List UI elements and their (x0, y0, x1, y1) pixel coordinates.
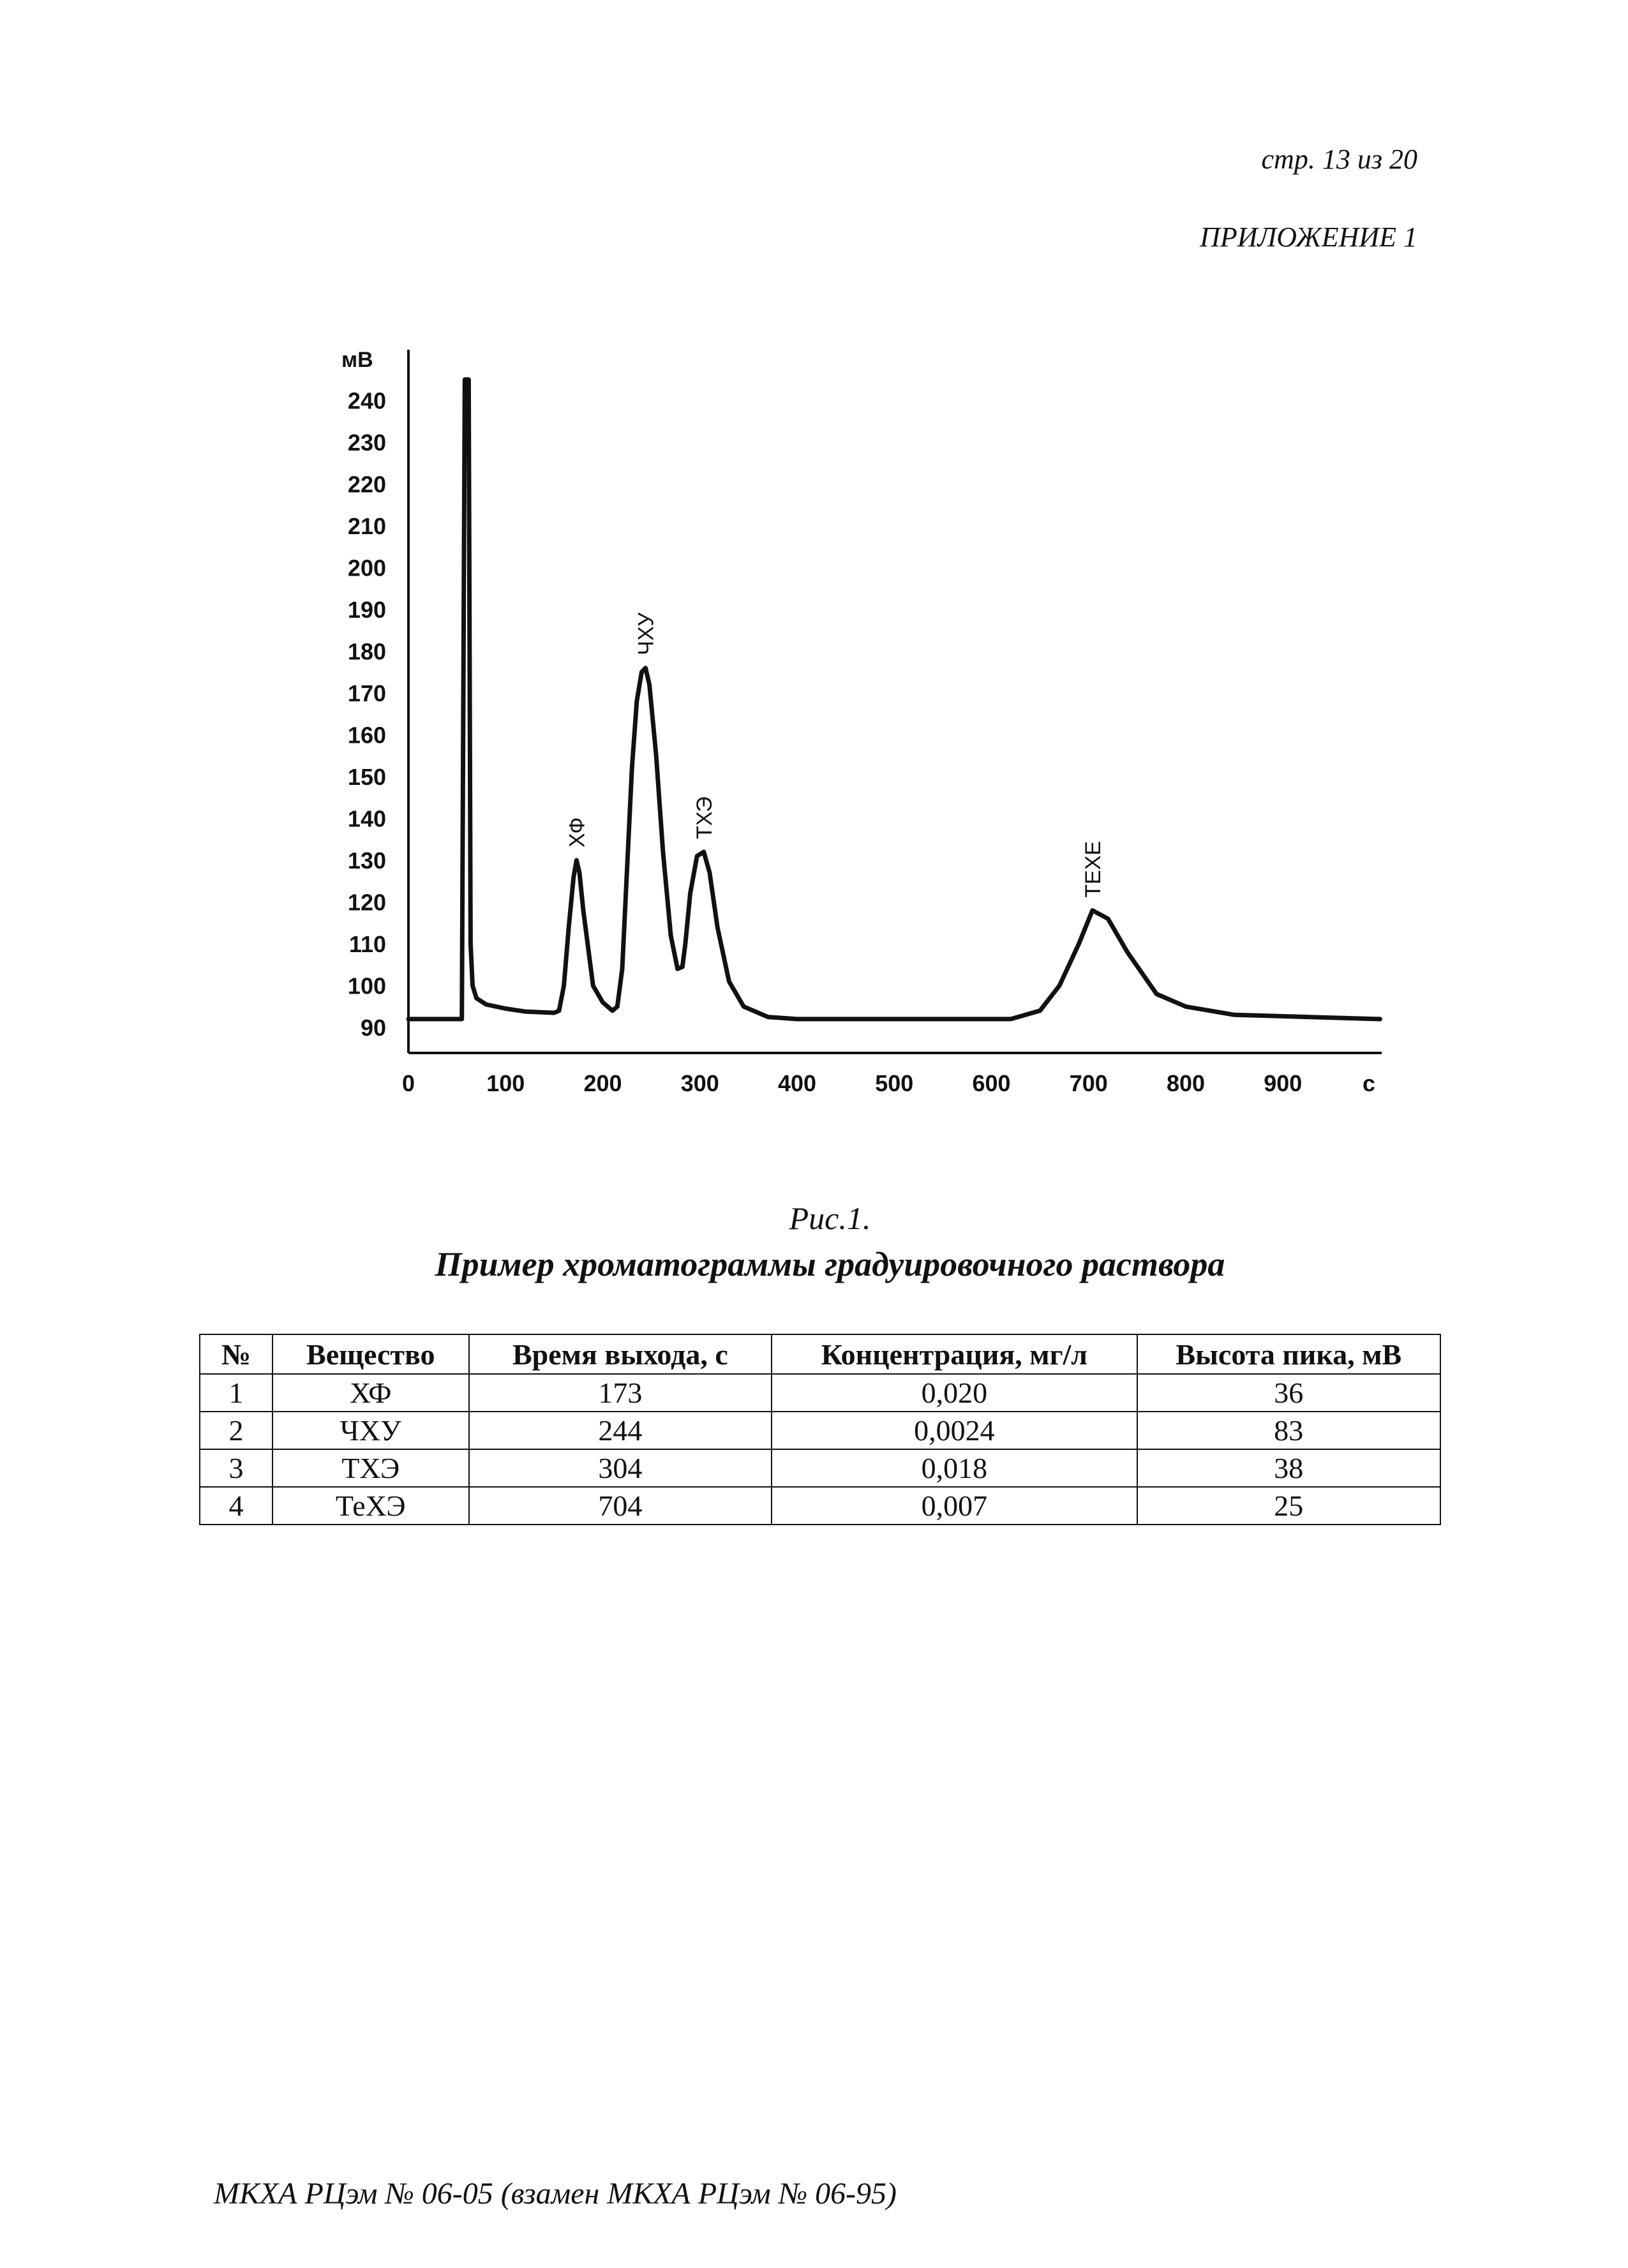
y-tick-label: 100 (347, 973, 386, 999)
header-retention-time: Время выхода, с (469, 1334, 772, 1374)
x-tick-label: 100 (486, 1070, 525, 1096)
cell-retention-time: 173 (469, 1374, 772, 1412)
peak-label: ТХЭ (692, 796, 717, 839)
cell-concentration: 0,020 (772, 1374, 1137, 1412)
y-tick-label: 160 (347, 722, 386, 749)
x-tick-label: 200 (583, 1070, 622, 1096)
peak-label: ЧХУ (634, 612, 659, 655)
cell-concentration: 0,018 (772, 1449, 1137, 1487)
y-tick-label: 240 (347, 387, 386, 414)
x-tick-label: 0 (401, 1070, 415, 1096)
figure-title: Пример хроматограммы градуировочного раствора (435, 1245, 1225, 1283)
y-tick-label: 140 (347, 805, 386, 832)
y-tick-label: 170 (347, 680, 386, 706)
chromatogram-line (408, 380, 1380, 1019)
y-tick-label: 90 (360, 1015, 386, 1041)
table-row (200, 1374, 1440, 1412)
cell-substance: ХФ (273, 1374, 469, 1412)
table-row (200, 1449, 1440, 1487)
y-tick-label: 230 (347, 429, 386, 456)
table-header-row (200, 1334, 1440, 1374)
cell-concentration: 0,007 (772, 1487, 1137, 1525)
peak-label: TEXE (1080, 840, 1105, 898)
y-tick-label: 130 (347, 847, 386, 874)
cell-substance: ТеХЭ (273, 1487, 469, 1525)
appendix-label: ПРИЛОЖЕНИЕ 1 (1200, 221, 1417, 253)
y-tick-label: 200 (347, 555, 386, 581)
y-axis-unit-label: мВ (341, 348, 373, 372)
cell-retention-time: 244 (469, 1412, 772, 1449)
x-axis-unit-label: с (1362, 1070, 1376, 1096)
cell-retention-time: 704 (469, 1487, 772, 1525)
y-tick-label: 180 (347, 638, 386, 665)
peak-label: ХФ (565, 817, 590, 847)
y-tick-label: 210 (347, 513, 386, 539)
y-tick-label: 220 (347, 471, 386, 498)
cell-peak-height: 38 (1137, 1449, 1440, 1487)
x-tick-label: 800 (1166, 1070, 1206, 1096)
results-table (199, 1334, 1441, 1525)
document-footer: МКХА РЦэм № 06-05 (взамен МКХА РЦэм № 06-95) (214, 2177, 897, 2211)
cell-number: 3 (200, 1449, 273, 1487)
table-row (200, 1487, 1440, 1525)
x-tick-label: 700 (1069, 1070, 1108, 1096)
cell-number: 1 (200, 1374, 273, 1412)
figure-number: Рис.1. (789, 1200, 871, 1236)
cell-number: 4 (200, 1487, 273, 1525)
x-tick-label: 500 (875, 1070, 914, 1096)
header-number: № (200, 1334, 273, 1374)
cell-peak-height: 83 (1137, 1412, 1440, 1449)
header-peak-height: Высота пика, мВ (1137, 1334, 1440, 1374)
header-substance: Вещество (273, 1334, 469, 1374)
page-number: стр. 13 из 20 (1261, 144, 1417, 175)
cell-peak-height: 25 (1137, 1487, 1440, 1525)
cell-number: 2 (200, 1412, 273, 1449)
table-row (200, 1412, 1440, 1449)
y-tick-label: 110 (348, 931, 386, 957)
x-tick-label: 300 (680, 1070, 719, 1096)
cell-retention-time: 304 (469, 1449, 772, 1487)
x-tick-label: 600 (972, 1070, 1011, 1096)
header-concentration: Концентрация, мг/л (772, 1334, 1137, 1374)
y-tick-label: 190 (347, 597, 386, 623)
cell-substance: ТХЭ (273, 1449, 469, 1487)
cell-concentration: 0,0024 (772, 1412, 1137, 1449)
y-tick-label: 120 (347, 889, 386, 916)
cell-substance: ЧХУ (273, 1412, 469, 1449)
x-tick-label: 400 (777, 1070, 817, 1096)
y-tick-label: 150 (347, 764, 386, 790)
x-tick-label: 900 (1264, 1070, 1303, 1096)
cell-peak-height: 36 (1137, 1374, 1440, 1412)
